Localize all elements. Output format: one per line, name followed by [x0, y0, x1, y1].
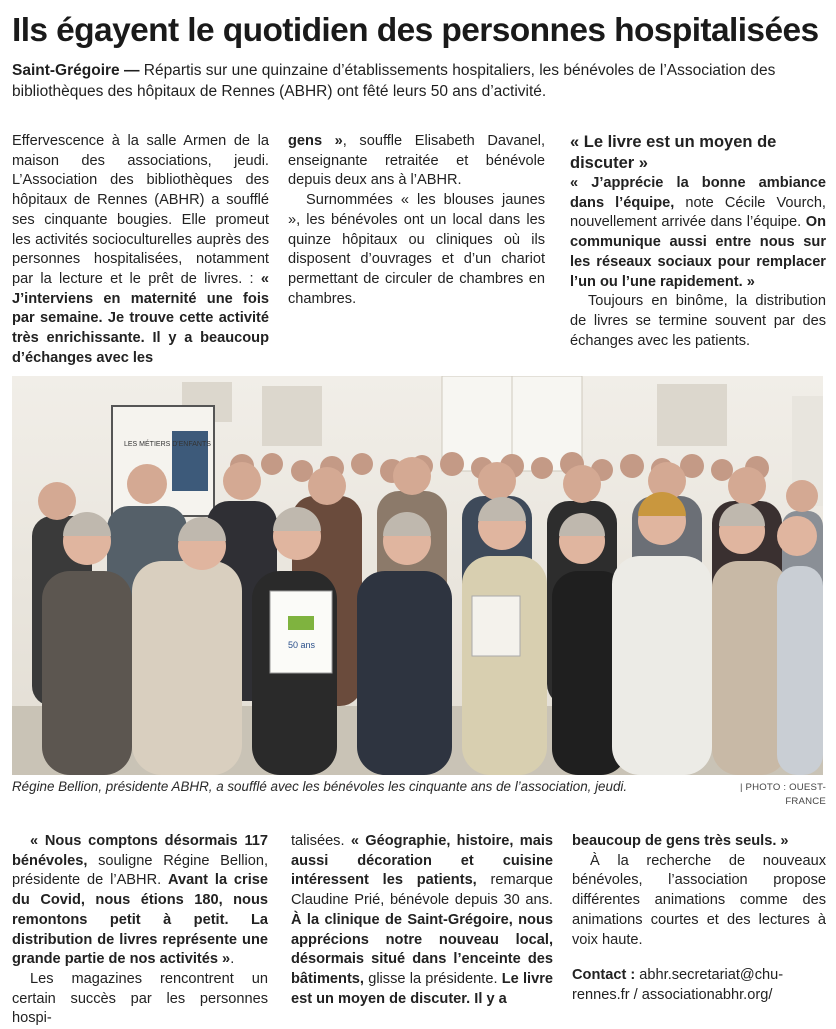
col5-text-c: glisse la présidente. [363, 970, 502, 987]
col5-text-a: talisées. [291, 833, 351, 849]
col6-paragraph-2: À la recherche de nouveaux bénévoles, l’association propose différentes animations comme des animations courtes et des lectures à voix haute. [572, 852, 826, 948]
contact-value[interactable]: abhr.secretariat@chu-rennes.fr / associationabhr.org/ [572, 967, 784, 1003]
col2-paragraph-1 [288, 132, 545, 191]
group-photo-illustration [12, 376, 823, 775]
col2-text: , souffle Elisabeth Davanel, enseignante retraitée et bénévole depuis deux ans à l’ABHR. [288, 133, 545, 189]
col5-quote-c: Le livre est un moyen de discuter. Il y a [291, 970, 553, 1007]
column-1 [12, 132, 269, 368]
col4-paragraph-2: Les magazines rencontrent un certain succès par les personnes hospi- [12, 970, 268, 1027]
group-photo [12, 376, 823, 775]
col3-paragraph-1 [570, 174, 826, 292]
col2-quote: gens » [288, 133, 343, 149]
standfirst-text: Répartis sur une quinzaine d’établissements hospitaliers, les bénévoles de l’Association des bibliothèques des hôpitaux de Rennes (ABHR) ont fêté leurs 50 ans d’activité. [12, 62, 776, 100]
column-5 [291, 832, 553, 1009]
contact-line [572, 966, 826, 1005]
col3-paragraph-2: Toujours en binôme, la distribution de livres se termine souvent par des échanges avec les patients. [570, 293, 826, 349]
col1-quote: « J’interviens en maternité une fois par semaine. Je trouve cette activité très enrichissante. Il y a beaucoup d’échanges avec les [12, 270, 269, 366]
standfirst [12, 60, 824, 102]
col4-quote-a: « Nous comptons désormais 117 bénévoles, [12, 833, 268, 869]
col4-paragraph-1 [12, 832, 268, 970]
headline: Ils égayent le quotidien des personnes hospitalisées [12, 12, 819, 49]
col5-paragraph [291, 832, 553, 1009]
col5-quote-b: À la clinique de Saint-Grégoire, nous apprécions notre nouveau local, désormais situé dans l’enceinte des bâtiments, [291, 911, 553, 987]
col3-quote-b: On communique aussi entre nous sur les réseaux sociaux pour remplacer l’un ou l’une rapidement. » [570, 214, 826, 290]
photo-credit: | PHOTO : OUEST-FRANCE [739, 782, 826, 807]
col4-quote-b: Avant la crise du Covid, nous étions 180, nous remontons petit à petit. La distribution de livres représente une grande partie de nos activités » [12, 872, 268, 968]
column-4 [12, 832, 268, 1029]
col5-quote-a: « Géographie, histoire, mais aussi décoration et cuisine intéressent les patients, [291, 833, 553, 889]
col1-paragraph [12, 132, 269, 368]
crowd-front [42, 556, 823, 775]
contact-label: Contact : [572, 967, 636, 984]
photo-caption: Régine Bellion, présidente ABHR, a soufflé avec les bénévoles les cinquante ans de l’association, jeudi. [12, 779, 628, 794]
col4-text-a: souligne Régine Bellion, présidente de l’ABHR. [12, 852, 268, 889]
col6-paragraph-1: beaucoup de gens très seuls. » [572, 833, 789, 849]
column-2 [288, 132, 545, 309]
poster-text: LES MÉTIERS D'ENFANTS [124, 441, 211, 448]
col1-text: Effervescence à la salle Armen de la maison des associations, jeudi. L’Association des bibliothèques des hôpitaux de Rennes (ABHR) a soufflé ses cinquante bougies. Elle promeut les activités socioculturelles auprès des personnes hospitalisées, notamment par la lecture et le prêt de livres. : [12, 133, 269, 287]
col4-text-b: . [230, 951, 235, 968]
col2-paragraph-2: Surnommées « les blouses jaunes », les bénévoles ont un local dans les quinze hôpitaux ou cliniques où ils disposent d’ouvrages et d’un chariot permettant de circuler de chambres en chambres. [288, 192, 545, 307]
standfirst-place: Saint-Grégoire — [12, 62, 140, 79]
column-6 [572, 832, 826, 1006]
col3-quote-a: « J’apprécie la bonne ambiance dans l’équipe, [570, 175, 826, 211]
column-3 [570, 132, 826, 351]
certificate-text: 50 ans [288, 640, 316, 650]
col3-text-a: note Cécile Vourch, nouvellement arrivée dans l’équipe. [570, 194, 826, 231]
col5-text-b: remarque Claudine Prié, bénévole depuis 30 ans. [291, 872, 553, 909]
subheading: « Le livre est un moyen de discuter » [570, 133, 777, 172]
